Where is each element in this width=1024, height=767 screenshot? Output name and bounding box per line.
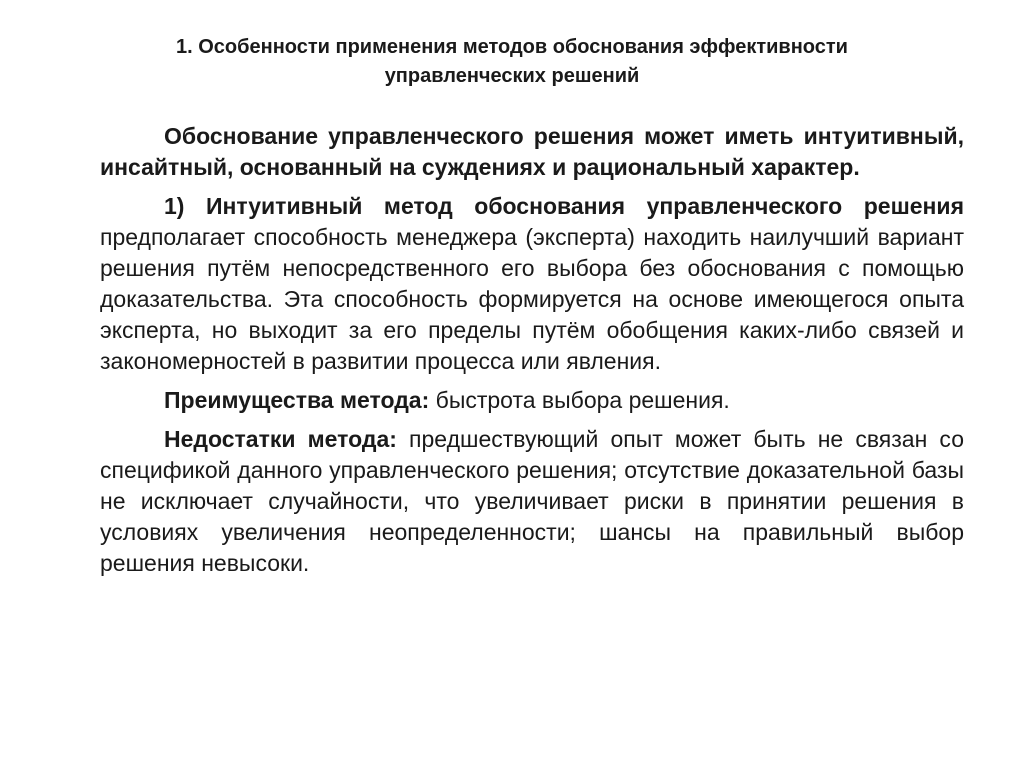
disadvantages-label: Недостатки метода: <box>164 426 397 452</box>
intro-paragraph <box>100 121 964 183</box>
method-1-heading: 1) Интуитивный метод обоснования управленческого решения <box>164 193 964 219</box>
slide-title <box>100 33 924 91</box>
title-line-2: управленческих решений <box>384 65 640 87</box>
advantages-text: быстрота выбора решения. <box>429 387 730 413</box>
slide-body <box>100 121 964 587</box>
intro-text: Обоснование управленческого решения может иметь интуитивный, инсайтный, основанный на суждениях и рациональный характер. <box>100 123 964 180</box>
disadvantages-paragraph <box>100 424 964 579</box>
method-1-text: предполагает способность менеджера (эксперта) находить наилучший вариант решения путём непосредственного его выбора без обоснования с помощью доказательства. Эта способность формируется на основе имеющегося опыта эксперта, но выходит за его пределы путём обобщения каких-либо связей и закономерностей в развитии процесса или явления. <box>100 224 964 374</box>
disadvantages-text: предшествующий опыт может быть не связан со спецификой данного управленческого решения; отсутствие доказательной базы не исключает случайности, что увеличивает риски в принятии решения в условиях увеличения неопределенности; шансы на правильный выбор решения невысоки. <box>100 426 964 576</box>
advantages-label: Преимущества метода: <box>164 387 430 413</box>
title-line-1: 1. Особенности применения методов обоснования эффективности <box>176 36 848 58</box>
advantages-paragraph <box>100 385 964 416</box>
method-1-paragraph <box>100 191 964 377</box>
